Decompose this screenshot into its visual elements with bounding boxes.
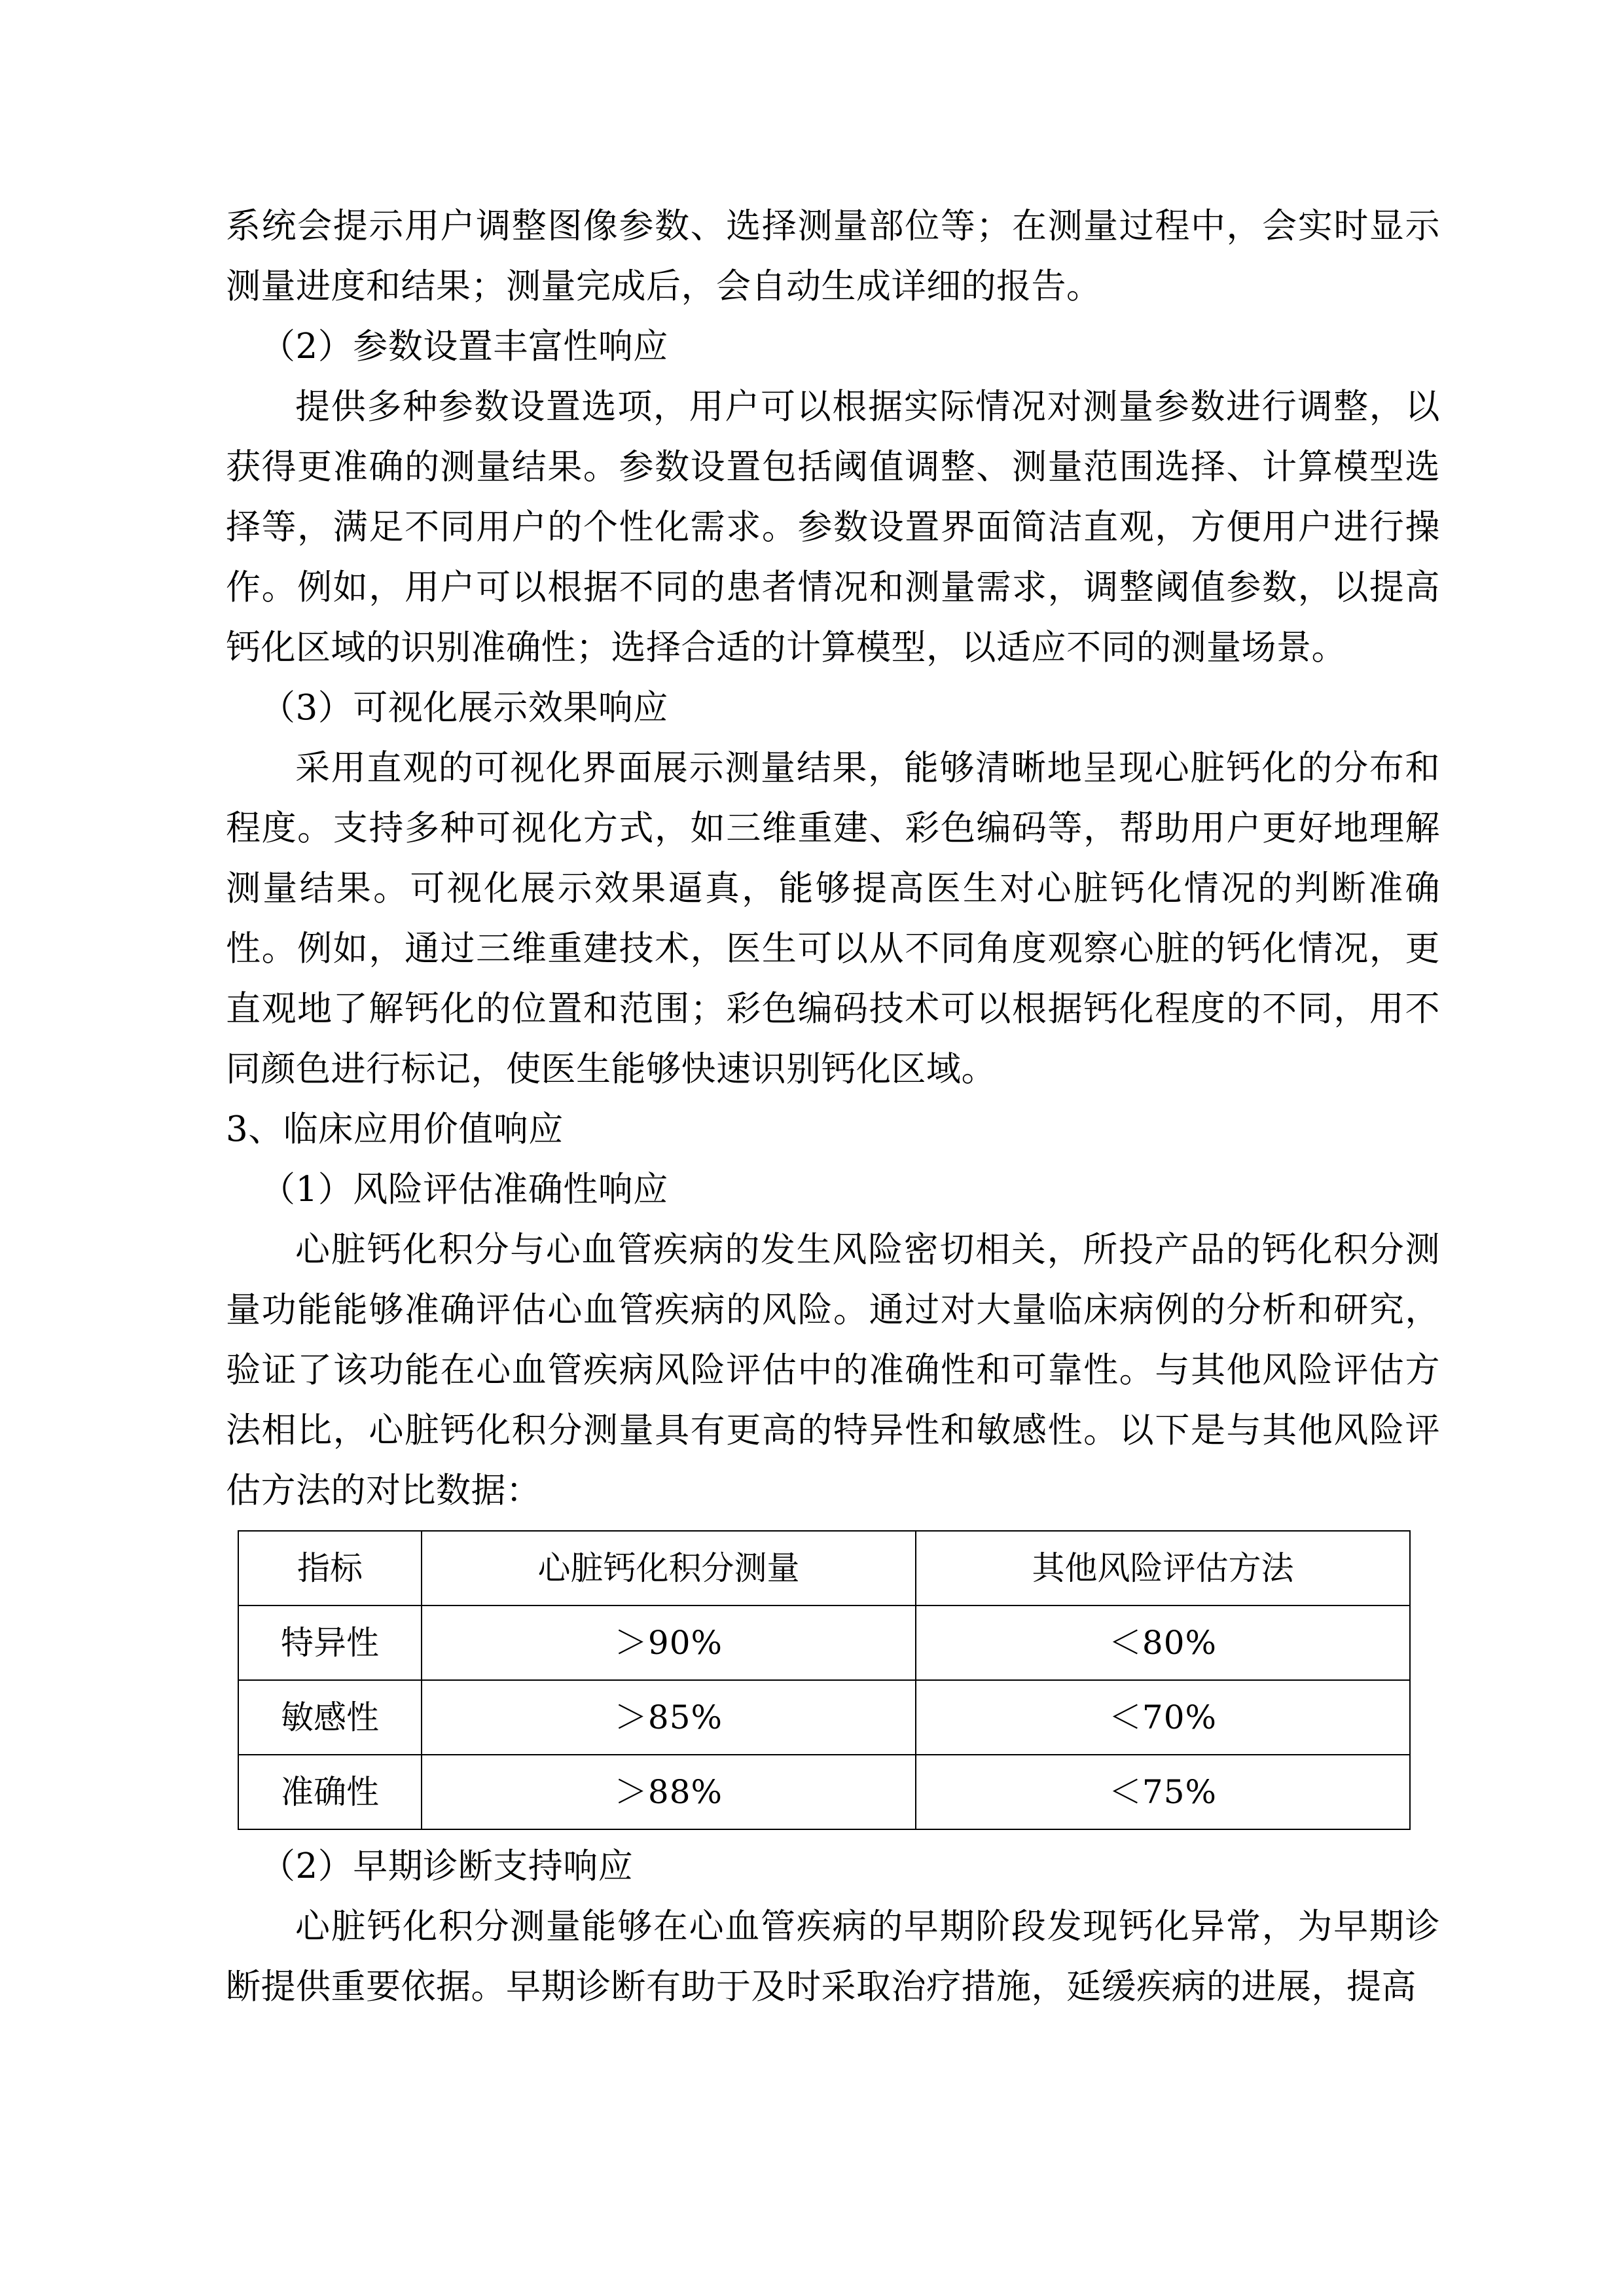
heading-parameter-settings: （2）参数设置丰富性响应: [261, 327, 668, 367]
table-header-cell-ccs: 心脏钙化积分测量: [422, 1531, 916, 1605]
table-row: [238, 1605, 1410, 1680]
table-cell-other-value: ＜75%: [916, 1755, 1410, 1829]
table-cell-ccs-value: ＞88%: [422, 1755, 916, 1829]
paragraph-early-diagnosis: 心脏钙化积分测量能够在心血管疾病的早期阶段发现钙化异常，为早期诊断提供重要依据。早期诊断有助于及时采取治疗措施，延缓疾病的进展，提高: [226, 1907, 1440, 2007]
heading-visualization: （3）可视化展示效果响应: [261, 688, 668, 728]
table-cell-other-value: ＜80%: [916, 1605, 1410, 1680]
table-cell-ccs-value: ＞85%: [422, 1680, 916, 1755]
paragraph-visualization: 采用直观的可视化界面展示测量结果，能够清晰地呈现心脏钙化的分布和程度。支持多种可视化方式，如三维重建、彩色编码等，帮助用户更好地理解测量结果。可视化展示效果逼真，能够提高医生对心脏钙化情况的判断准确性。例如，通过三维重建技术，医生可以从不同角度观察心脏的钙化情况，更直观地了解钙化的位置和范围；彩色编码技术可以根据钙化程度的不同，用不同颜色进行标记，使医生能够快速识别钙化区域。: [226, 748, 1440, 1089]
comparison-table: [238, 1530, 1411, 1830]
table-cell-metric: 准确性: [238, 1755, 422, 1829]
table-cell-metric: 敏感性: [238, 1680, 422, 1755]
heading-clinical-value: 3、临床应用价值响应: [226, 1109, 564, 1149]
paragraph-parameter-settings: 提供多种参数设置选项，用户可以根据实际情况对测量参数进行调整，以获得更准确的测量结果。参数设置包括阈值调整、测量范围选择、计算模型选择等，满足不同用户的个性化需求。参数设置界面简洁直观，方便用户进行操作。例如，用户可以根据不同的患者情况和测量需求，调整阈值参数，以提高钙化区域的识别准确性；选择合适的计算模型，以适应不同的测量场景。: [226, 387, 1440, 668]
table-cell-metric: 特异性: [238, 1605, 422, 1680]
paragraph-risk-assessment: 心脏钙化积分与心血管疾病的发生风险密切相关，所投产品的钙化积分测量功能能够准确评估心血管疾病的风险。通过对大量临床病例的分析和研究，验证了该功能在心血管疾病风险评估中的准确性和可靠性。与其他风险评估方法相比，心脏钙化积分测量具有更高的特异性和敏感性。以下是与其他风险评估方法的对比数据：: [226, 1230, 1440, 1511]
table-header-row: [238, 1531, 1410, 1605]
paragraph-system-prompt: 系统会提示用户调整图像参数、选择测量部位等；在测量过程中，会实时显示测量进度和结果；测量完成后，会自动生成详细的报告。: [226, 206, 1440, 306]
table-header-cell-other: 其他风险评估方法: [916, 1531, 1410, 1605]
table-cell-other-value: ＜70%: [916, 1680, 1410, 1755]
table-row: [238, 1755, 1410, 1829]
heading-risk-assessment: （1）风险评估准确性响应: [261, 1170, 668, 1210]
table-cell-ccs-value: ＞90%: [422, 1605, 916, 1680]
table-row: [238, 1680, 1410, 1755]
document-body: [226, 196, 1440, 2017]
table-header-cell-indicator: 指标: [238, 1531, 422, 1605]
heading-early-diagnosis: （2）早期诊断支持响应: [261, 1846, 634, 1886]
